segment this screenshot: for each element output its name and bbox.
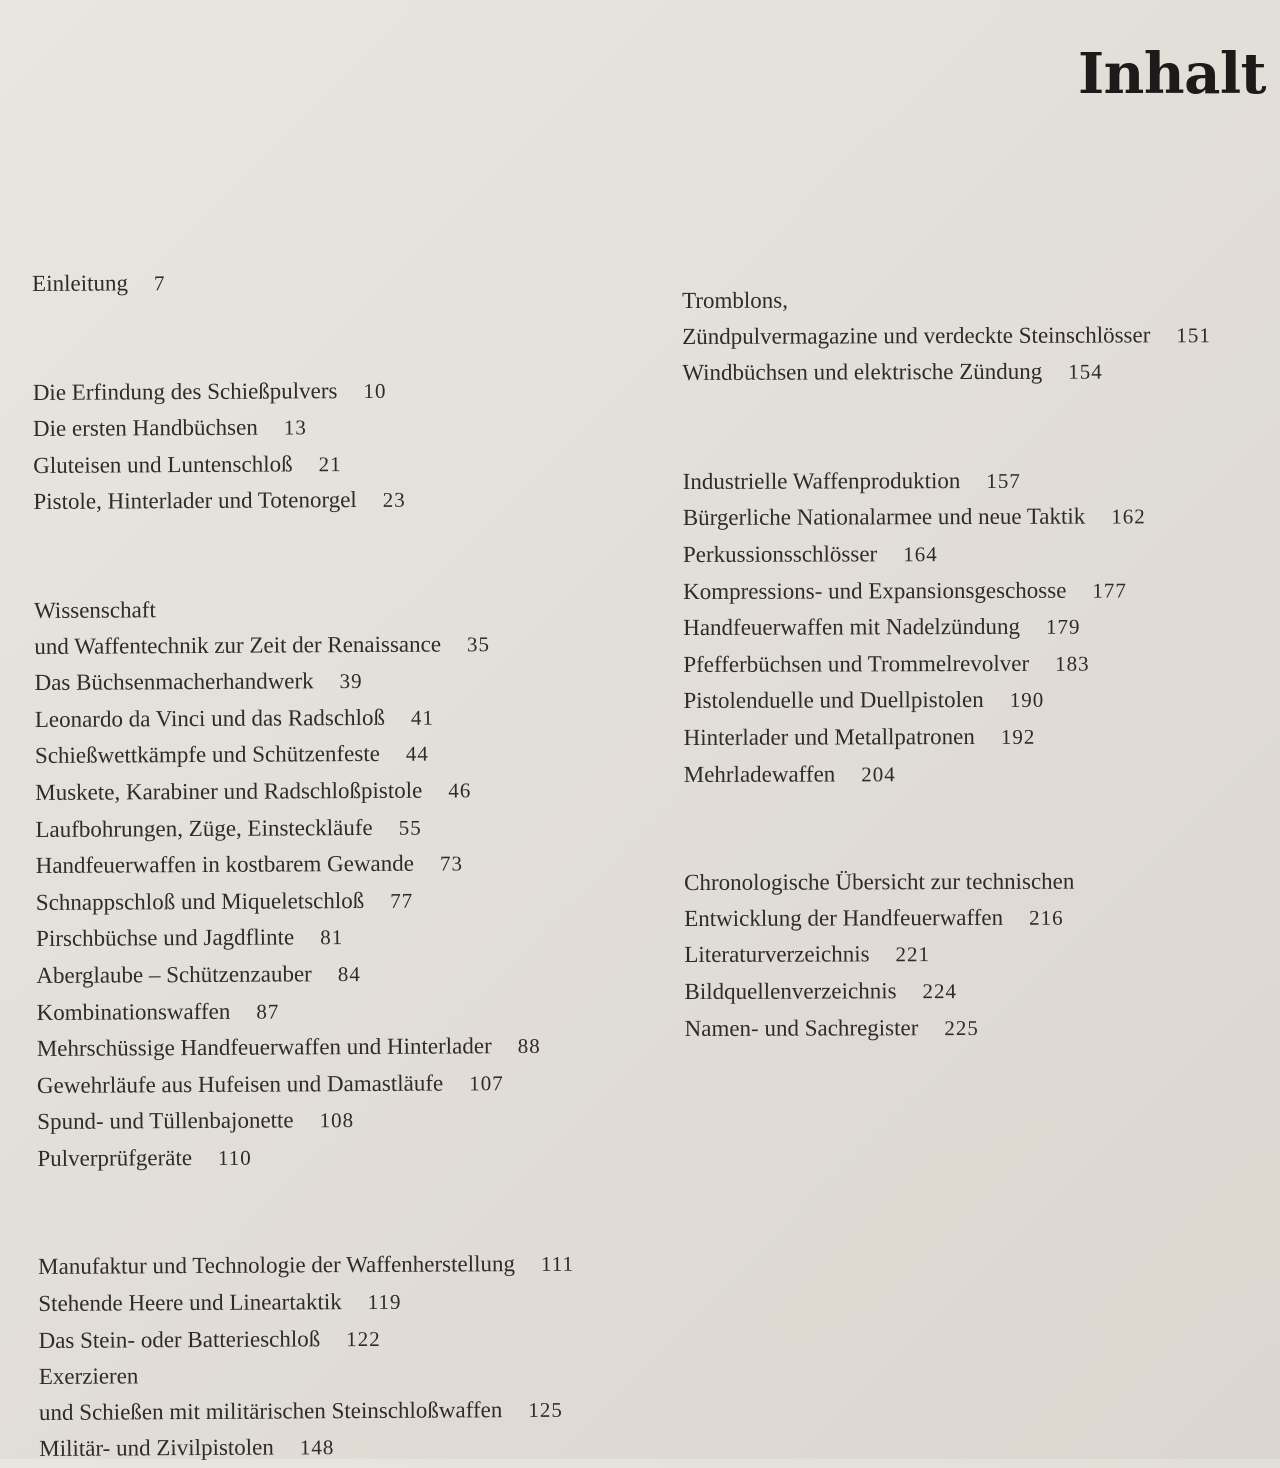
- toc-entry-title: Perkussionsschlösser: [682, 541, 878, 567]
- toc-entry-title: Einleitung: [32, 270, 129, 296]
- toc-entry: [683, 498, 1263, 537]
- toc-right-column: [682, 281, 1265, 1047]
- toc-entry-page-number: 154: [1068, 359, 1103, 384]
- toc-entry-page-number: 179: [1045, 614, 1081, 639]
- toc-entry-page-number: 122: [346, 1326, 381, 1351]
- toc-entry-title: Leonardo da Vinci und das Radschloß: [34, 704, 385, 732]
- toc-entry: [682, 317, 1262, 356]
- toc-entry-title: Laufbohrungen, Züge, Einsteckläufe: [35, 814, 373, 842]
- toc-entry: [683, 572, 1263, 611]
- toc-entry: [34, 625, 654, 665]
- toc-entry-page-number: 35: [466, 631, 491, 656]
- toc-entry: [34, 661, 654, 701]
- toc-entry: [683, 462, 1263, 501]
- toc-entry-page-number: 110: [217, 1145, 252, 1170]
- toc-entry-title: Pfefferbüchsen und Trommelrevolver: [683, 650, 1030, 677]
- toc-entry-page-number: 108: [319, 1108, 355, 1133]
- toc-entry-page-number: 225: [944, 1015, 979, 1040]
- toc-entry-page-number: 41: [410, 705, 434, 730]
- toc-entry-title: Pirschbüchse und Jagdflinte: [36, 924, 295, 952]
- toc-entry: [683, 681, 1263, 720]
- toc-entry-title: Das Stein- oder Batterieschloß: [38, 1325, 321, 1353]
- toc-entry: [684, 863, 1264, 901]
- toc-entry-title: Spund- und Tüllenbajonette: [37, 1107, 294, 1135]
- toc-entry-page-number: 44: [405, 741, 429, 767]
- toc-entry-page-number: 81: [320, 925, 344, 950]
- toc-entry: [36, 881, 656, 921]
- toc-entry-title: Tromblons,: [682, 287, 788, 313]
- toc-entry-title: Bürgerliche Nationalarmee und neue Taktik: [682, 503, 1086, 531]
- toc-entry-title: Mehrladewaffen: [683, 760, 836, 787]
- toc-entry-page-number: 55: [398, 815, 422, 840]
- toc-entry-page-number: 157: [986, 468, 1021, 493]
- toc-entry-page-number: 162: [1111, 504, 1146, 529]
- toc-entry-title: Schießwettkämpfe und Schützenfeste: [34, 741, 380, 769]
- toc-entry: [38, 1282, 658, 1322]
- toc-entry: [684, 718, 1264, 757]
- toc-entry-title: Entwicklung der Handfeuerwaffen: [684, 904, 1004, 931]
- toc-entry-title: Militär- und Zivilpistolen: [39, 1434, 274, 1462]
- toc-group: [683, 462, 1264, 793]
- toc-entry: [683, 645, 1263, 684]
- toc-entry-title: Wissenschaft: [34, 597, 156, 623]
- toc-entry-title: Stehende Heere und Lineartaktik: [38, 1289, 342, 1317]
- toc-entry-title: Zündpulvermagazine und verdeckte Steinschlösser: [682, 321, 1151, 349]
- toc-entry-title: Chronologische Übersicht zur technischen: [684, 868, 1075, 896]
- toc-entry: [684, 935, 1264, 974]
- toc-entry: [683, 535, 1263, 574]
- toc-entry-title: und Waffentechnik zur Zeit der Renaissance: [34, 631, 442, 659]
- toc-group: [34, 589, 658, 1177]
- toc-entry-page-number: 107: [469, 1070, 504, 1096]
- toc-entry-title: Pulverprüfgeräte: [37, 1144, 193, 1171]
- toc-entry-title: Das Büchsenmacherhandwerk: [34, 668, 314, 696]
- toc-entry: [685, 1008, 1265, 1047]
- toc-entry-title: Muskete, Karabiner und Radschloßpistole: [35, 777, 423, 805]
- toc-entry-title: Hinterlader und Metallpatronen: [683, 723, 975, 750]
- toc-entry-page-number: 216: [1029, 905, 1064, 930]
- toc-entry-page-number: 164: [903, 542, 938, 567]
- toc-entry: [37, 1100, 657, 1140]
- toc-entry-page-number: 21: [318, 451, 342, 477]
- toc-entry: [35, 698, 655, 738]
- toc-entry: [39, 1391, 659, 1431]
- toc-entry-title: Literaturverzeichnis: [684, 941, 870, 968]
- toc-entry: [39, 1355, 659, 1394]
- toc-entry-title: Bildquellenverzeichnis: [684, 978, 897, 1004]
- toc-entry-page-number: 87: [256, 999, 280, 1024]
- toc-entry-title: Windbüchsen und elektrische Zündung: [682, 358, 1043, 386]
- toc-group: [33, 371, 654, 521]
- toc-entry-title: Aberglaube – Schützenzauber: [36, 961, 312, 988]
- toc-entry: [36, 918, 656, 958]
- toc-group: [38, 1246, 659, 1468]
- toc-entry: [37, 1064, 657, 1104]
- toc-entry-page-number: 192: [1000, 724, 1036, 749]
- toc-entry: [39, 1428, 659, 1468]
- toc-entry-title: Handfeuerwaffen in kostbarem Gewande: [35, 850, 415, 879]
- toc-entry: [35, 771, 655, 811]
- toc-entry-page-number: 125: [528, 1397, 563, 1422]
- toc-entry: [682, 353, 1262, 392]
- toc-entry-page-number: 119: [367, 1289, 402, 1315]
- toc-entry-title: Handfeuerwaffen mit Nadelzündung: [683, 613, 1021, 641]
- toc-group: [684, 863, 1265, 1047]
- toc-entry-title: Industrielle Waffenproduktion: [682, 467, 961, 494]
- toc-entry: [33, 407, 653, 447]
- toc-entry-page-number: 221: [895, 942, 931, 967]
- toc-entry: [684, 972, 1264, 1011]
- toc-entry-page-number: 23: [382, 488, 406, 513]
- toc-entry: [36, 844, 656, 884]
- toc-entry: [34, 589, 654, 628]
- toc-entry: [684, 899, 1264, 938]
- toc-entry-page-number: 88: [517, 1034, 541, 1059]
- toc-entry-page-number: 10: [363, 378, 387, 403]
- toc-left-column: [32, 262, 659, 1468]
- toc-entry-page-number: 84: [337, 961, 361, 987]
- toc-entry-title: Kombinationswaffen: [36, 998, 231, 1025]
- toc-entry-page-number: 177: [1092, 578, 1127, 603]
- toc-entry-page-number: 7: [153, 271, 166, 296]
- toc-entry-page-number: 151: [1176, 322, 1211, 347]
- toc-entry-title: Die ersten Handbüchsen: [32, 414, 258, 442]
- toc-entry-page-number: 111: [540, 1252, 574, 1277]
- toc-entry-title: Namen- und Sachregister: [684, 1014, 919, 1041]
- toc-entry-title: Pistole, Hinterlader und Totenorgel: [33, 487, 357, 515]
- toc-entry: [36, 954, 656, 994]
- toc-entry: [37, 1137, 657, 1177]
- toc-entry-page-number: 13: [283, 415, 307, 440]
- toc-entry-page-number: 77: [390, 888, 414, 913]
- toc-entry-page-number: 224: [922, 978, 958, 1004]
- toc-entry: [35, 808, 655, 848]
- toc-entry: [38, 1319, 658, 1359]
- toc-entry-title: Gewehrläufe aus Hufeisen und Damastläufe: [36, 1070, 444, 1098]
- page-title: Inhalt: [1077, 41, 1266, 107]
- toc-entry: [38, 1246, 658, 1286]
- toc-entry: [32, 262, 652, 302]
- toc-group: [32, 262, 652, 302]
- toc-entry: [33, 371, 653, 411]
- toc-entry-page-number: 148: [299, 1435, 335, 1460]
- toc-entry-title: Mehrschüssige Handfeuerwaffen und Hinterlader: [36, 1033, 492, 1062]
- toc-entry-title: Kompressions- und Expansionsgeschosse: [683, 577, 1067, 604]
- toc-entry-page-number: 190: [1009, 688, 1045, 713]
- toc-entry: [36, 991, 656, 1031]
- toc-entry: [682, 281, 1262, 319]
- toc-entry: [684, 755, 1264, 794]
- toc-entry: [33, 481, 653, 521]
- toc-entry-page-number: 183: [1055, 651, 1090, 676]
- toc-entry-title: Die Erfindung des Schießpulvers: [32, 377, 338, 405]
- toc-entry-title: und Schießen mit militärischen Steinschloßwaffen: [38, 1396, 503, 1425]
- toc-entry-page-number: 39: [339, 669, 363, 694]
- toc-entry-title: Schnappschloß und Miqueletschloß: [35, 887, 365, 915]
- toc-entry: [35, 735, 655, 775]
- toc-entry-page-number: 46: [448, 778, 472, 803]
- toc-entry-page-number: 73: [439, 851, 464, 876]
- toc-entry: [33, 444, 653, 484]
- toc-entry-title: Manufaktur und Technologie der Waffenherstellung: [38, 1251, 516, 1280]
- toc-entry: [683, 608, 1263, 647]
- toc-entry-title: Pistolenduelle und Duellpistolen: [683, 687, 984, 714]
- toc-entry-title: Gluteisen und Luntenschloß: [33, 451, 293, 478]
- toc-entry: [37, 1027, 657, 1067]
- toc-entry-page-number: 204: [861, 761, 896, 786]
- toc-group: [682, 281, 1262, 392]
- toc-entry-title: Exerzieren: [38, 1363, 139, 1390]
